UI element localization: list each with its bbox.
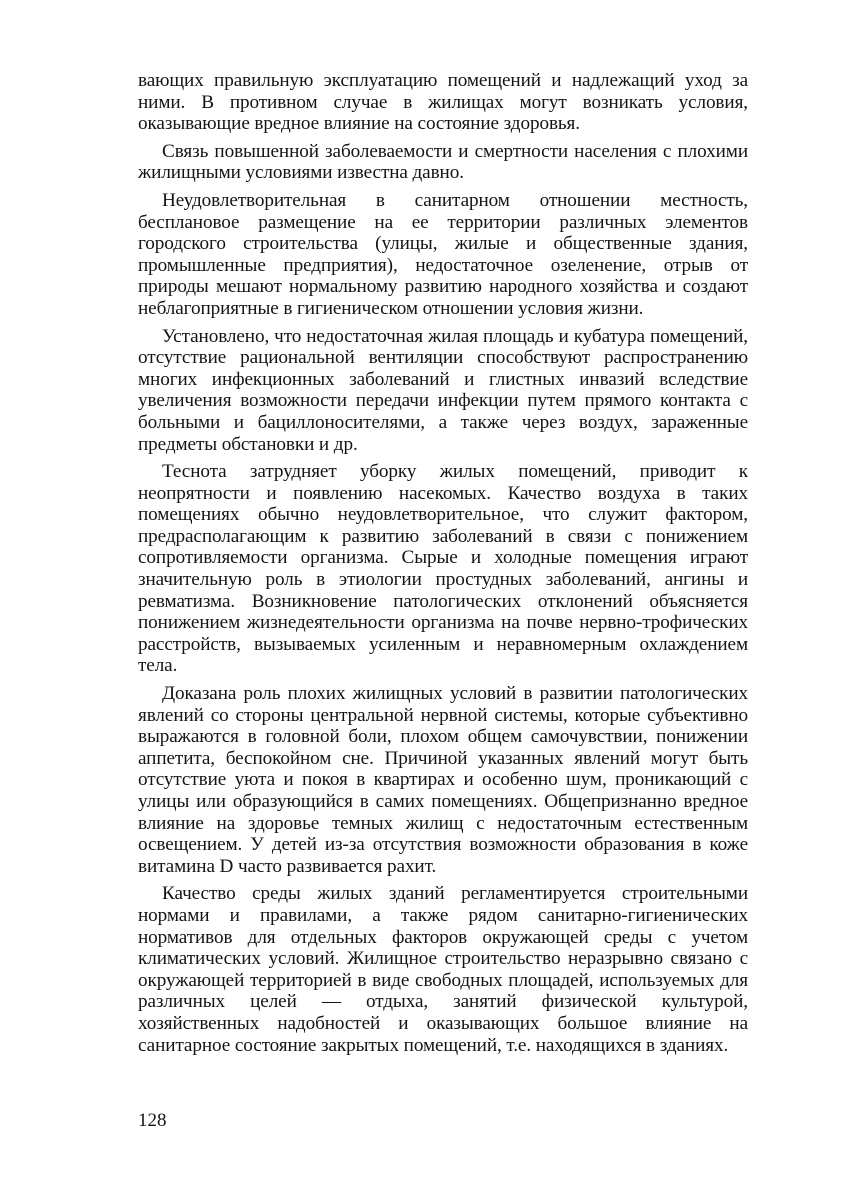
paragraph-insufficient-space: Установлено, что недостаточная жилая площадь и кубатура помещений, отсутствие рациональной вентиляции способствуют распространению многих инфекционных заболеваний и глистных инвазий вследствие увеличения возможности передачи инфекции путем прямого контакта с больными и бациллоносителями, а также через воздух, зараженные предметы обстановки и др. [138,325,748,455]
paragraph-unsanitary-territory: Неудовлетворительная в санитарном отношении местность, бесплановое размещение на ее территории различных элементов городского строительства (улицы, жилые и общественные здания, промышленные предприятия), недостаточное озеленение, отрыв от природы мешают нормальному развитию народного хозяйства и создают неблагоприятные в гигиеническом отношении условия жизни. [138,189,748,319]
paragraph-environment-regulation: Качество среды жилых зданий регламентируется строительными нормами и правилами, а также рядом санитарно-гигиенических нормативов для отдельных факторов окружающей среды с учетом климатических условий. Жилищное строительство неразрывно связано с окружающей территорией в виде свободных площадей, используемых для различных целей — отдыха, занятий физической культурой, хозяйственных надобностей и оказывающих большое влияние на санитарное состояние закрытых помещений, т.е. находящихся в зданиях. [138,883,748,1056]
paragraph-continuation: вающих правильную эксплуатацию помещений и надлежащий уход за ними. В противном случае в жилищах могут возникать условия, оказывающие вредное влияние на состояние здоровья. [138,70,748,135]
paragraph-nervous-system: Доказана роль плохих жилищных условий в развитии патологических явлений со стороны центральной нервной системы, которые субъективно выражаются в головной боли, плохом общем самочувствии, понижении аппетита, беспокойном сне. Причиной указанных явлений могут быть отсутствие уюта и покоя в квартирах и особенно шум, проникающий с улицы или образующийся в самих помещениях. Общепризнанно вредное влияние на здоровье темных жилищ с недостаточным естественным освещением. У детей из-за отсутствия возможности образования в коже витамина D часто развивается рахит. [138,683,748,877]
page-number: 128 [138,1110,167,1131]
paragraph-morbidity-link: Связь повышенной заболеваемости и смертности населения с плохими жилищными условиями известна давно. [138,140,748,184]
paragraph-crowding: Теснота затрудняет уборку жилых помещений, приводит к неопрятности и появлению насекомых. Качество воздуха в таких помещениях обычно неудовлетворительное, что служит фактором, предрасполагающим к развитию заболеваний в связи с понижением сопротивляемости организма. Сырые и холодные помещения играют значительную роль в этиологии простудных заболеваний, ангины и ревматизма. Возникновение патологических отклонений объясняется понижением жизнедеятельности организма на почве нервно-трофических расстройств, вызываемых усиленным и неравномерным охлаждением тела. [138,461,748,677]
page-text-body [138,70,748,1056]
